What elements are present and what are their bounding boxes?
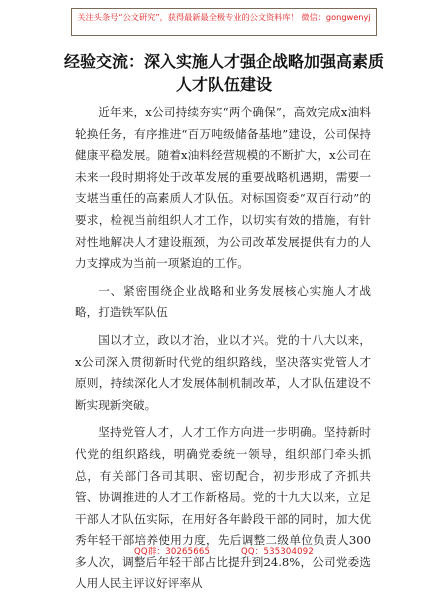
document-title-line-2: 人才队伍建设 [175, 75, 272, 94]
section-heading-1: 一、紧密围绕企业战略和业务发展核心实施人才战略，打造铁军队伍 [75, 283, 371, 320]
paragraph-party-management: 坚持党管人才，人才工作方向进一步明确。坚持新时代党的组织路线，明确党委统一领导，组织部门牵头抓总，有关部门各司其职、密切配合，初步形成了齐抓共管、协调推进的人才工作新格局。党的十九大以来，立足干部人才队伍实际，在用好各年龄段干部的同时，加大优秀年轻干部培养使用力度，先后调整二级单位负责人300多人次，调整后年轻干部占比提升到24.8%，公司党委选人用人民主评议好评率从 [75, 425, 371, 591]
footer-qq-contact: QQ：535304092 [241, 547, 314, 557]
paragraph-talent: 国以才立，政以才治，业以才兴。党的十八大以来，x公司深入贯彻新时代党的组织路线，坚决落实党管人才原则，持续深化人才发展体制机制改革，人才队伍建设不断实现新突破。 [75, 332, 371, 412]
document-body [75, 102, 371, 601]
page-footer [0, 545, 448, 557]
document-title-line-1: 经验交流：深入实施人才强企战略加强高素质 [63, 52, 384, 71]
footer-qq-group: QQ群：30265665 [134, 547, 211, 557]
header-notice-text: 关注头条号“公文研究”，获得最新最全极专业的公文资料库！ 微信：gongwenyj [77, 12, 371, 22]
header-notice-box [71, 8, 377, 36]
document-title [0, 50, 448, 96]
paragraph-intro: 近年来，x公司持续夯实“两个确保”，高效完成x油料轮换任务，有序推进“百万吨级储备基地”建设，公司保持健康平稳发展。随着x油料经营规模的不断扩大，x公司在未来一段时期将处于改革发展的重要战略机遇期，需要一支堪当重任的高素质人才队伍。对标国资委“双百行动”的要求，检视当前组织人才工作，以切实有效的措施，有针对性地解决人才建设瓶颈，为公司改革发展提供有力的人力支撑成为当前一项紧迫的工作。 [75, 105, 371, 271]
